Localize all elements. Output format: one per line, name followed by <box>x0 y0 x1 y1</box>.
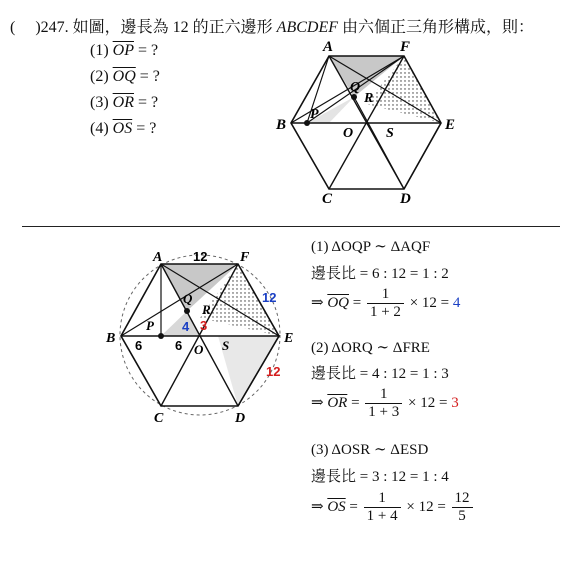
question-text-after: 由六個正三角形構成，則： <box>342 19 535 36</box>
fraction-denominator: 1 + 3 <box>368 404 400 420</box>
label-a: A <box>323 39 334 55</box>
label2-b: B <box>106 331 116 346</box>
fraction-numerator: 1 <box>364 490 401 508</box>
label2-f: F <box>240 250 250 265</box>
fraction-numerator: 1 <box>367 286 404 304</box>
question-number: 247. <box>40 19 69 36</box>
implies-arrow: ⇒ <box>311 294 324 311</box>
label-f: F <box>400 39 411 55</box>
measure-right-12: 12 <box>262 290 277 305</box>
question-text-before: 如圖，邊長為 12 的正六邊形 <box>72 19 273 36</box>
segment-label: $\overline{OQ}$ <box>112 68 136 85</box>
label2-d: D <box>235 411 246 426</box>
polygon-name: ABCDEF <box>276 19 338 36</box>
shaded-triangle-oqp-2 <box>161 311 201 336</box>
part2-equation: ⇒ $\overline{OR}$ = $\frac{1}{1 + 3}$ × 12 = 3 <box>311 386 459 420</box>
segment-label: $\overline{OS}$ <box>112 120 133 137</box>
times-text: × 12 = <box>409 294 450 311</box>
part1-title: (1) ΔOQP ∼ ΔAQF <box>311 239 431 255</box>
label-r: R <box>364 91 374 106</box>
point-p-2 <box>158 333 164 339</box>
answer-paren-open: ( <box>10 19 16 36</box>
part3-ratio: 邊長比 = 3 : 12 = 1 : 4 <box>311 469 449 485</box>
measure-q-3: 3 <box>200 318 208 333</box>
label2-a: A <box>153 250 163 265</box>
item-number: (4) <box>90 120 109 137</box>
item-number: (2) <box>90 68 109 85</box>
result-denominator: 5 <box>458 508 466 524</box>
segment-os: $\overline{OS}$ <box>327 498 346 515</box>
implies-arrow: ⇒ <box>311 498 324 515</box>
label-c: C <box>322 191 333 207</box>
fraction <box>364 490 401 525</box>
label2-e: E <box>284 331 294 346</box>
label2-p: P <box>146 318 154 333</box>
measure-pq-4: 4 <box>182 319 190 334</box>
part1-ratio: 邊長比 = 6 : 12 = 1 : 2 <box>311 266 449 282</box>
label2-q: Q <box>183 291 193 306</box>
label-d: D <box>400 191 411 207</box>
label2-o: O <box>194 342 204 357</box>
item-number: (1) <box>90 42 109 59</box>
answer-paren-close: ) <box>35 19 41 36</box>
item-tail: = ? <box>136 120 157 137</box>
fraction-numerator: 1 <box>365 386 402 404</box>
fraction <box>365 386 402 421</box>
measure-e-12: 12 <box>266 364 281 379</box>
result-oq: 4 <box>452 294 461 311</box>
point-q-2 <box>184 308 190 314</box>
item-number: (3) <box>90 94 109 111</box>
fraction-denominator: 1 + 2 <box>369 304 401 320</box>
implies-arrow: ⇒ <box>311 394 324 411</box>
label-s: S <box>386 126 394 141</box>
fraction-denominator: 1 + 4 <box>366 508 398 524</box>
segment-oq: $\overline{OQ}$ <box>327 294 349 311</box>
result-or: 3 <box>451 394 459 411</box>
label-e: E <box>445 117 456 133</box>
part2-title: (2) ΔORQ ∼ ΔFRE <box>311 340 430 356</box>
segment-label: $\overline{OP}$ <box>112 42 134 59</box>
segment-or: $\overline{OR}$ <box>327 394 348 411</box>
item-tail: = ? <box>137 94 159 111</box>
label-q: Q <box>350 80 361 95</box>
fraction <box>367 286 404 321</box>
item-tail: = ? <box>137 42 159 59</box>
item-tail: = ? <box>139 68 160 85</box>
result-os-fraction <box>452 490 473 525</box>
segment-label: $\overline{OR}$ <box>112 94 134 111</box>
label-b: B <box>276 117 287 133</box>
label2-s: S <box>222 338 230 353</box>
times-text: × 12 = <box>408 394 448 411</box>
times-text: × 12 = <box>406 498 446 515</box>
part3-title: (3) ΔOSR ∼ ΔESD <box>311 442 429 458</box>
label2-r: R <box>202 302 211 317</box>
part1-equation: ⇒ $\overline{OQ}$ = $\frac{1}{1 + 2}$ × 12 = 4 <box>311 286 461 320</box>
part2-ratio: 邊長比 = 4 : 12 = 1 : 3 <box>311 366 449 382</box>
label2-c: C <box>154 411 164 426</box>
label-p: P <box>310 107 319 122</box>
measure-top-12: 12 <box>193 249 208 264</box>
label-o: O <box>343 126 354 141</box>
result-numerator: 12 <box>452 490 473 508</box>
measure-bp-6: 6 <box>135 338 143 353</box>
part3-equation: ⇒ $\overline{OS}$ = $\frac{1}{1 + 4}$ × 12 = $\frac{12}{5}$ <box>311 490 475 525</box>
measure-po-6: 6 <box>175 338 183 353</box>
